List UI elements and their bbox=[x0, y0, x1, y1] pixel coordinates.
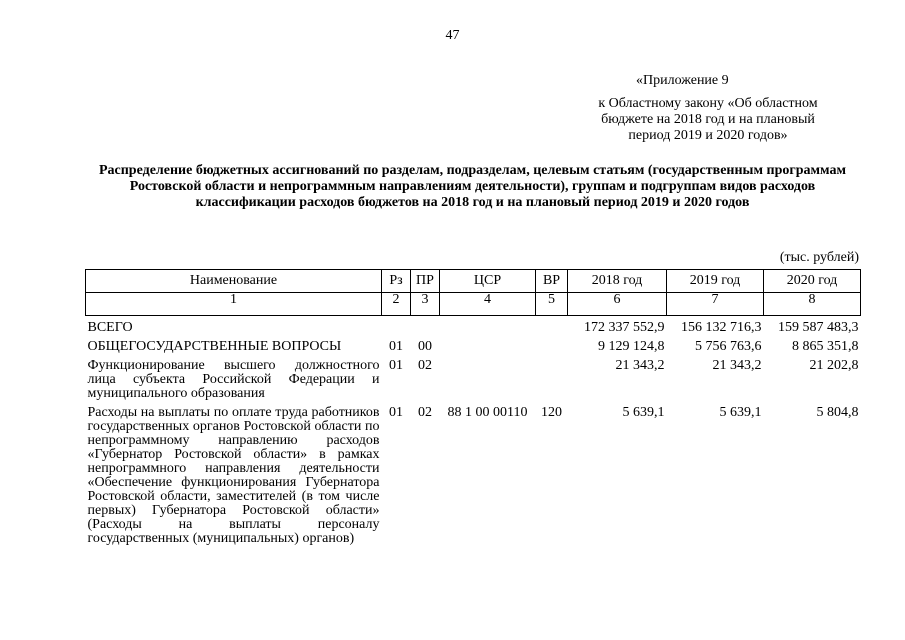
column-number: 5 bbox=[536, 293, 568, 316]
row-2018: 5 639,1 bbox=[622, 405, 665, 420]
row-csr: 88 1 00 00110 bbox=[447, 405, 528, 420]
row-2019: 5 639,1 bbox=[719, 405, 762, 420]
row-vr bbox=[536, 316, 568, 336]
column-number: 2 bbox=[382, 293, 411, 316]
table-header-row bbox=[86, 270, 861, 293]
row-rz bbox=[382, 316, 411, 336]
column-header-rz: Рз bbox=[382, 270, 411, 293]
column-header-2018: 2018 год bbox=[568, 270, 667, 293]
row-2020: 159 587 483,3 bbox=[778, 320, 859, 335]
row-rz: 01 bbox=[389, 405, 403, 420]
column-number: 1 bbox=[86, 293, 382, 316]
units-label: (тыс. рублей) bbox=[779, 250, 859, 265]
column-header-pr: ПР bbox=[411, 270, 440, 293]
row-vr: 120 bbox=[541, 405, 562, 420]
appendix-note bbox=[598, 73, 818, 144]
row-pr: 00 bbox=[418, 339, 432, 354]
appendix-label: «Приложение 9 bbox=[636, 73, 729, 88]
table-row bbox=[86, 316, 861, 336]
row-pr: 02 bbox=[418, 358, 432, 373]
row-2020: 8 865 351,8 bbox=[792, 339, 859, 354]
row-vr bbox=[536, 335, 568, 354]
row-rz: 01 bbox=[389, 339, 403, 354]
column-number: 8 bbox=[764, 293, 861, 316]
row-2019: 5 756 763,6 bbox=[695, 339, 762, 354]
row-rz: 01 bbox=[389, 358, 403, 373]
row-2019: 156 132 716,3 bbox=[681, 320, 762, 335]
row-2019: 21 343,2 bbox=[712, 358, 762, 373]
row-name: Расходы на выплаты по оплате труда работников государственных органов Ростовской области по непрограммному направлению расходов «Губернатор Ростовской области» в рамках непрограммного направления деятельности «Обеспечение функционирования Губернатора Ростовской области, заместителей (в том числе первых) Губернатора Ростовской области» (Расходы на выплаты персоналу государственных (муниципальных) органов) bbox=[87, 405, 380, 546]
column-number-row bbox=[86, 293, 861, 316]
column-header-vr: ВР bbox=[536, 270, 568, 293]
row-name: ВСЕГО bbox=[87, 320, 133, 335]
appendix-law-reference: к Областному закону «Об областном бюджете на 2018 год и на плановый период 2019 и 2020 годов» bbox=[598, 96, 818, 143]
row-2020: 21 202,8 bbox=[809, 358, 859, 373]
row-csr bbox=[440, 335, 536, 354]
row-2018: 21 343,2 bbox=[615, 358, 665, 373]
table-row bbox=[86, 354, 861, 401]
row-vr bbox=[536, 354, 568, 401]
column-number: 6 bbox=[568, 293, 667, 316]
row-pr: 02 bbox=[418, 405, 432, 420]
column-header-2019: 2019 год bbox=[667, 270, 764, 293]
row-csr bbox=[440, 354, 536, 401]
document-title: Распределение бюджетных ассигнований по разделам, подразделам, целевым статьям (государственным программам Ростовской области и непрограммным направлениям деятельности), группам и подгруппам видов расходов классификации расходов бюджетов на 2018 год и на плановый период 2019 и 2020 годов bbox=[98, 163, 847, 210]
row-csr bbox=[440, 316, 536, 336]
row-name: Функционирование высшего должностного лица субъекта Российской Федерации и муниципального образования bbox=[87, 358, 380, 401]
column-header-name: Наименование bbox=[86, 270, 382, 293]
column-header-2020: 2020 год bbox=[764, 270, 861, 293]
column-number: 3 bbox=[411, 293, 440, 316]
row-name: ОБЩЕГОСУДАРСТВЕННЫЕ ВОПРОСЫ bbox=[87, 339, 342, 354]
row-2018: 172 337 552,9 bbox=[584, 320, 665, 335]
column-number: 4 bbox=[440, 293, 536, 316]
row-pr bbox=[411, 316, 440, 336]
table-row bbox=[86, 335, 861, 354]
budget-table bbox=[85, 269, 861, 546]
row-2020: 5 804,8 bbox=[816, 405, 859, 420]
page-number: 47 bbox=[445, 28, 460, 43]
column-number: 7 bbox=[667, 293, 764, 316]
table-row bbox=[86, 401, 861, 546]
row-2018: 9 129 124,8 bbox=[598, 339, 665, 354]
column-header-csr: ЦСР bbox=[440, 270, 536, 293]
